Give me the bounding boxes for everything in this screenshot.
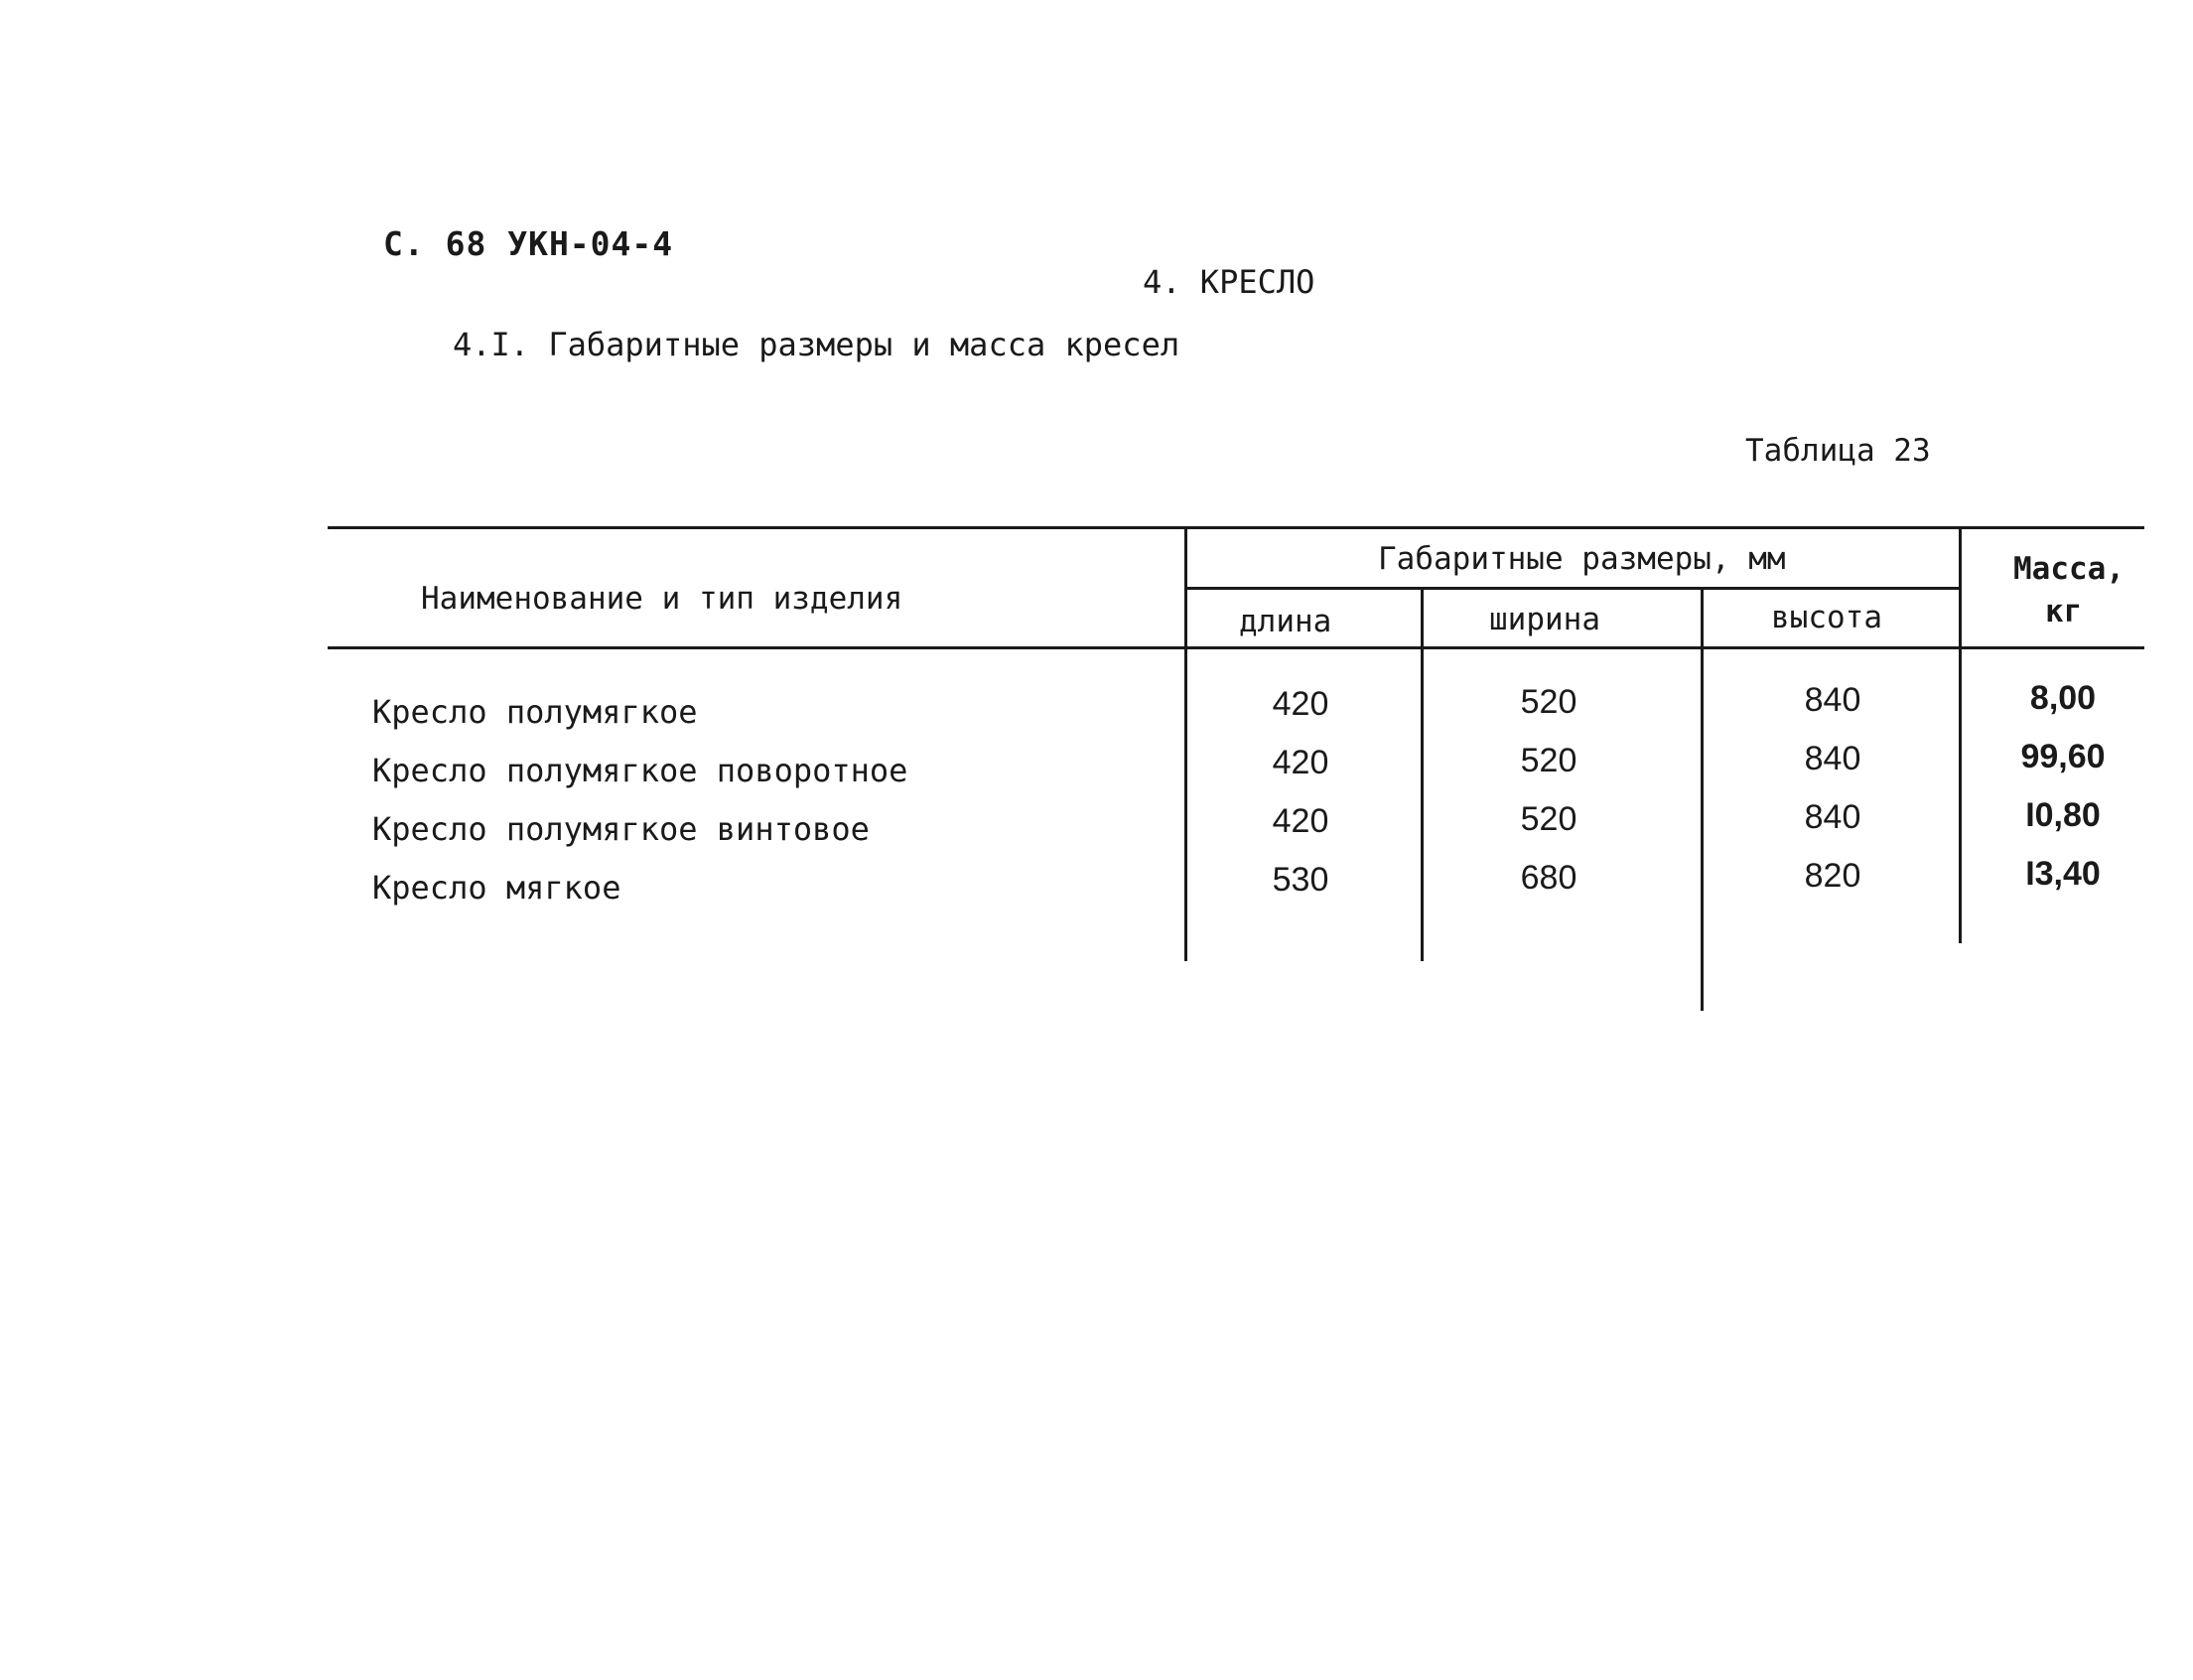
header-bottom-rule [328, 646, 2144, 649]
table-label: Таблица 23 [1745, 433, 1931, 469]
row-4-name: Кресло мягкое [372, 869, 621, 907]
column-divider-height [1959, 526, 1962, 943]
row-3-height: 840 [1804, 798, 1861, 836]
page-reference: С. 68 УКН-04-4 [383, 224, 674, 263]
table-top-rule [328, 526, 2144, 529]
column-divider-width [1701, 587, 1704, 1011]
row-2-name: Кресло полумягкое поворотное [372, 752, 908, 789]
row-3-name: Кресло полумягкое винтовое [372, 810, 870, 848]
row-2-height: 840 [1804, 740, 1861, 777]
section-title: 4. КРЕСЛО [1143, 263, 1315, 301]
row-4-length: 530 [1272, 861, 1329, 899]
header-length: длина [1239, 604, 1332, 639]
group-header-rule [1186, 587, 1961, 590]
column-divider-name [1184, 526, 1187, 961]
row-1-name: Кресло полумягкое [372, 693, 698, 731]
row-3-length: 420 [1272, 802, 1329, 840]
subsection-title: 4.I. Габаритные размеры и масса кресел [453, 326, 1180, 363]
header-name: Наименование и тип изделия [421, 581, 903, 617]
header-height: высота [1771, 600, 1882, 635]
dimensions-table [328, 526, 2144, 963]
row-4-width: 680 [1520, 859, 1577, 897]
header-dimensions-group: Габаритные размеры, мм [1378, 541, 1786, 577]
row-1-length: 420 [1272, 685, 1329, 723]
row-4-mass: I3,40 [2025, 855, 2101, 893]
row-2-mass: 99,60 [2020, 738, 2106, 775]
header-width: ширина [1489, 602, 1600, 637]
header-mass-line1: Масса, [2013, 551, 2124, 587]
row-1-width: 520 [1520, 683, 1577, 721]
row-2-length: 420 [1272, 744, 1329, 781]
row-3-width: 520 [1520, 800, 1577, 838]
row-3-mass: I0,80 [2025, 796, 2101, 834]
row-1-height: 840 [1804, 681, 1861, 719]
row-1-mass: 8,00 [2029, 679, 2097, 717]
row-2-width: 520 [1520, 742, 1577, 779]
row-4-height: 820 [1804, 857, 1861, 895]
column-divider-length [1421, 587, 1424, 961]
header-mass-line2: кг [2045, 594, 2083, 630]
